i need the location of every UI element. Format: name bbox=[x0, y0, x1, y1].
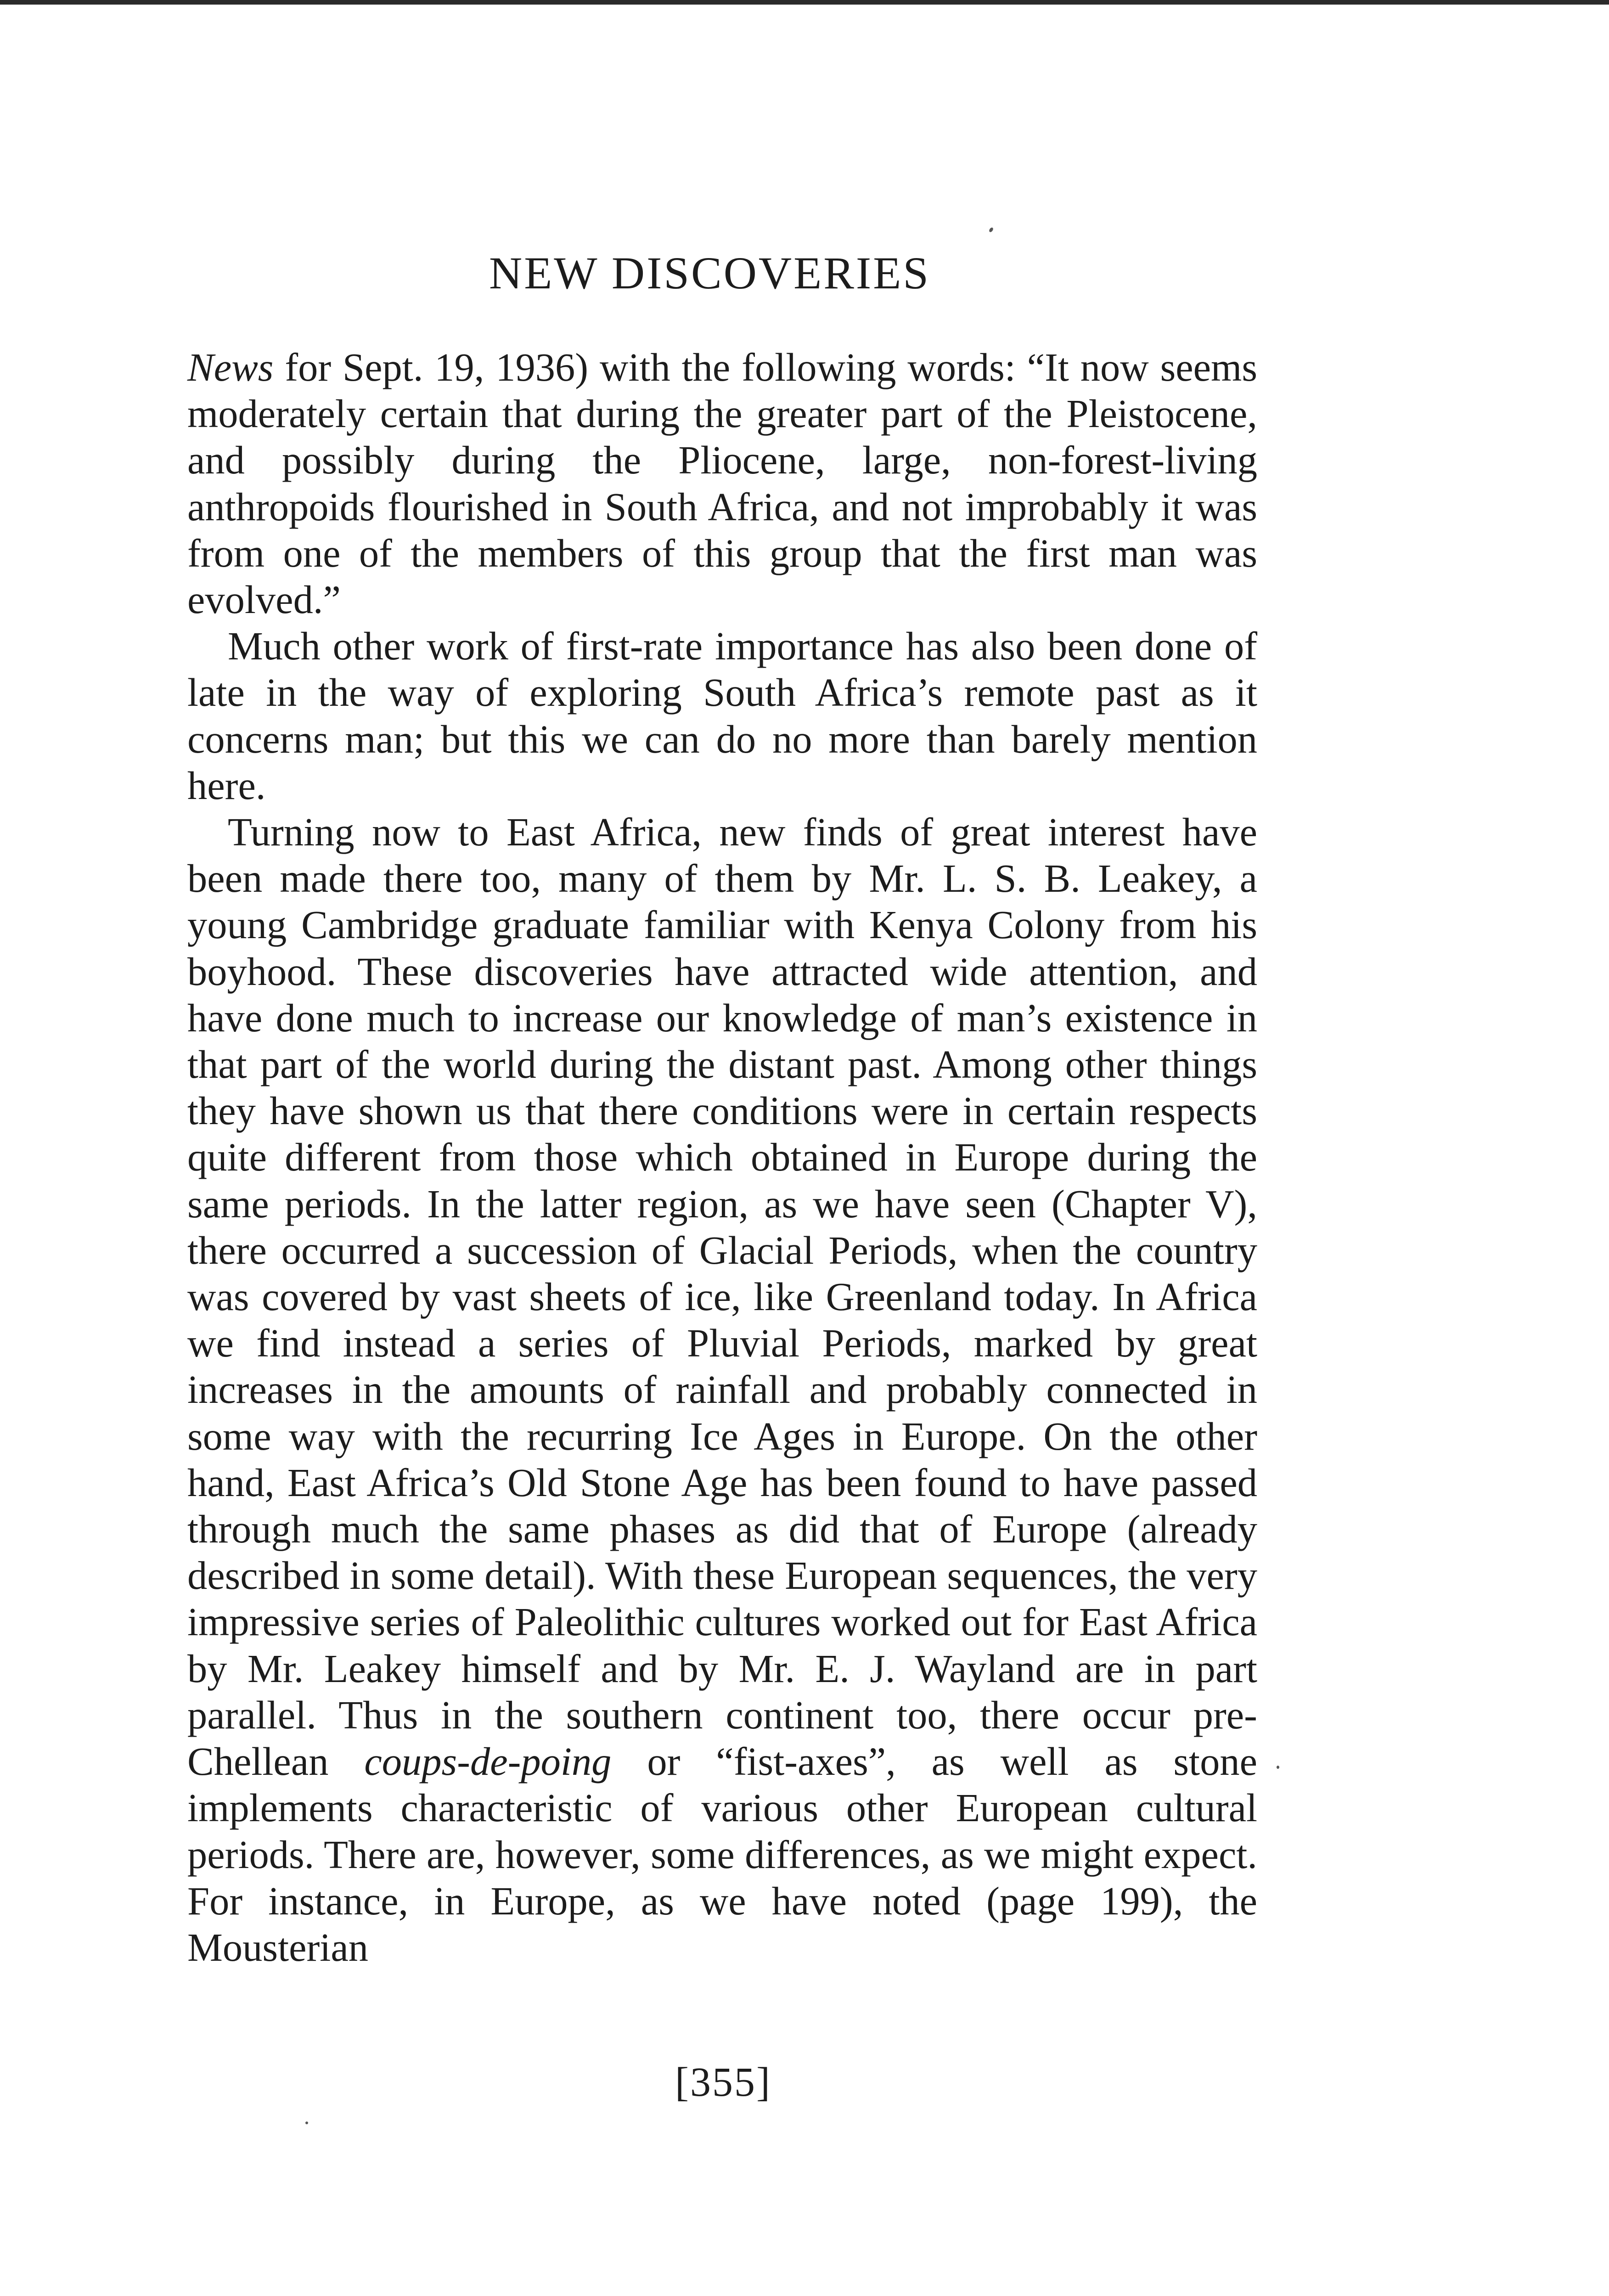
text-span: Turning now to East Africa, new finds of great interest have been made there too, many of them by Mr. L. S. B. Leakey, a young Cambridge graduate familiar with Kenya Colony from his boyhood. These discoveries have attracted wide attention, and have done much to increase our knowledge of man’s existence in that part of the world during the distant past. Among other things they have shown us that there conditions were in certain respects quite different from those which obtained in Europe during the same periods. In the latter region, as we have seen (Chapter V), there occurred a succession of Glacial Periods, when the country was covered by vast sheets of ice, like Greenland today. In Africa we find instead a series of Pluvial Periods, marked by great increases in the amounts of rainfall and probably connected in some way with the recurring Ice Ages in Europe. On the other hand, East Africa’s Old Stone Age has been found to have passed through much the same phases as did that of Europe (already described in some detail). With these European sequences, the very impressive series of Paleolithic cultures worked out for East Africa by Mr. Leakey himself and by Mr. E. J. Wayland are in part parallel. Thus in the southern continent too, there occur pre-Chellean bbox=[187, 810, 1257, 1784]
page-number: [355] bbox=[675, 2060, 771, 2105]
scan-speck bbox=[1277, 1766, 1279, 1769]
body-text bbox=[187, 344, 1257, 1971]
text-span: for Sept. 19, 1936) with the following words: “It now seems moderately certain that during the greater part of the Pleistocene, and possibly during the Pliocene, large, non-forest-living anthropoids flourished in South Africa, and not improbably it was from one of the members of this group that the first man was evolved.” bbox=[187, 345, 1257, 622]
text-span: or “fist-axes”, as well as stone implements characteristic of various other European cultural periods. There are, however, some differences, as we might expect. For instance, in Europe, as we have noted (page 199), the Mousterian bbox=[187, 1739, 1257, 1970]
italic-text: News bbox=[187, 345, 274, 389]
paragraph bbox=[187, 809, 1257, 1971]
paragraph bbox=[187, 623, 1257, 809]
scan-speck bbox=[988, 227, 994, 233]
paragraph bbox=[187, 344, 1257, 623]
scan-border bbox=[0, 0, 1609, 5]
italic-text: coups-de-poing bbox=[364, 1739, 612, 1784]
running-head: NEW DISCOVERIES bbox=[489, 248, 930, 298]
text-span: Much other work of first-rate importance has also been done of late in the way of exploring South Africa’s remote past as it concerns man; but this we can do no more than barely mention here. bbox=[187, 624, 1257, 808]
scan-speck bbox=[305, 2122, 308, 2124]
